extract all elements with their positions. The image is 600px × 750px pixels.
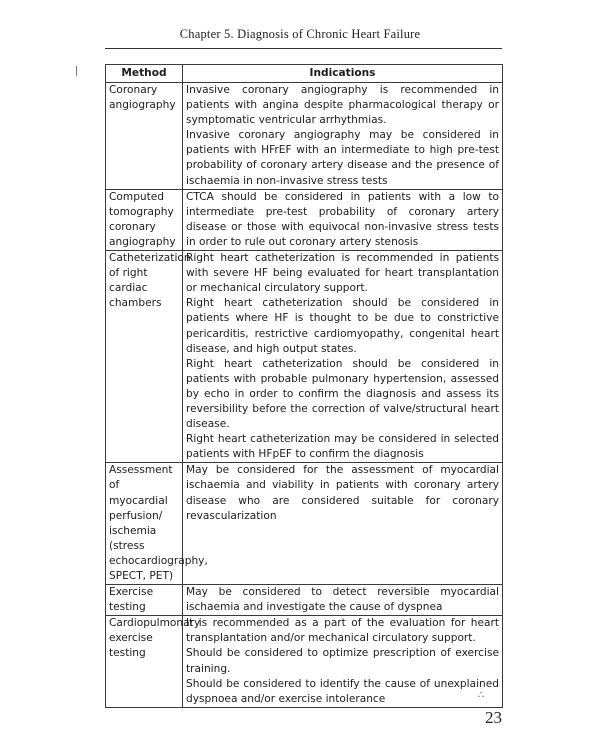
- table-row: [106, 585, 503, 616]
- indication-text: Right heart catheterization should be considered in patients where HF is thought to be due to constrictive pericarditis, restrictive cardiomyopathy, congenital heart disease, and high output states.: [186, 297, 499, 355]
- running-head: Chapter 5. Diagnosis of Chronic Heart Failure: [179, 27, 421, 41]
- indication-text: Invasive coronary angiography is recommended in patients with angina despite pharmacological therapy or symptomatic ventricular arrhythmias.: [186, 84, 499, 127]
- indications-cell: [183, 83, 503, 190]
- table-header-row: [106, 65, 503, 83]
- indication-text: Right heart catheterization should be considered in patients with probable pulmonary hypertension, assessed by echo in order to confirm the diagnosis and assess its reversibility before the correction of valve/structural heart disease.: [186, 357, 499, 431]
- indication-text: Invasive coronary angiography may be considered in patients with HFrEF with an intermediate to high pre-test probability of coronary artery disease and the presence of ischaemia in non-invasive stress tests: [186, 129, 499, 187]
- indication-text: Should be considered to identify the cause of unexplained dyspnoea and/or exercise intolerance: [186, 677, 499, 705]
- indications-cell: [183, 616, 503, 708]
- indications-cell: [183, 189, 503, 250]
- indication-text: Should be considered to optimize prescription of exercise training.: [186, 647, 499, 675]
- method-cell: Assessment of myocardial perfusion/ ischemia (stress echocardiography, SPECT, PET): [106, 463, 183, 585]
- method-cell: Catheterization of right cardiac chambers: [106, 251, 183, 463]
- indications-cell: [183, 251, 503, 463]
- method-cell: Coronary angiography: [106, 83, 183, 190]
- page-number: 23: [485, 708, 502, 727]
- table-row: [106, 463, 503, 585]
- pencil-mark-icon: ∴: [478, 690, 485, 701]
- indication-text: May be considered for the assessment of myocardial ischaemia and viability in patients with coronary artery disease who are considered suitable for coronary revascularization: [186, 464, 499, 522]
- indication-text: CTCA should be considered in patients with a low to intermediate pre-test probability of coronary artery disease or those with equivocal non-invasive stress tests in order to rule out coronary artery stenosis: [186, 190, 499, 248]
- table-row: [106, 616, 503, 708]
- method-cell: Exercise testing: [106, 585, 183, 616]
- column-header-indications: Indications: [183, 65, 503, 83]
- method-cell: Computed tomography coronary angiography: [106, 189, 183, 250]
- indications-cell: [183, 463, 503, 585]
- indication-text: Right heart catheterization is recommended in patients with severe HF being evaluated for heart transplantation or mechanical circulatory support.: [186, 252, 499, 295]
- table-row: [106, 251, 503, 463]
- header-rule: [105, 48, 502, 49]
- indication-text: It is recommended as a part of the evaluation for heart transplantation and/or mechanical circulatory support.: [186, 617, 499, 645]
- table-row: [106, 189, 503, 250]
- method-cell: Cardiopulmonary exercise testing: [106, 616, 183, 708]
- indications-table: [105, 64, 503, 708]
- indications-cell: [183, 585, 503, 616]
- margin-mark: [76, 66, 77, 76]
- column-header-method: Method: [106, 65, 183, 83]
- indication-text: Right heart catheterization may be considered in selected patients with HFpEF to confirm the diagnosis: [186, 433, 499, 461]
- table-row: [106, 83, 503, 190]
- indication-text: May be considered to detect reversible myocardial ischaemia and investigate the cause of dyspnea: [186, 586, 499, 614]
